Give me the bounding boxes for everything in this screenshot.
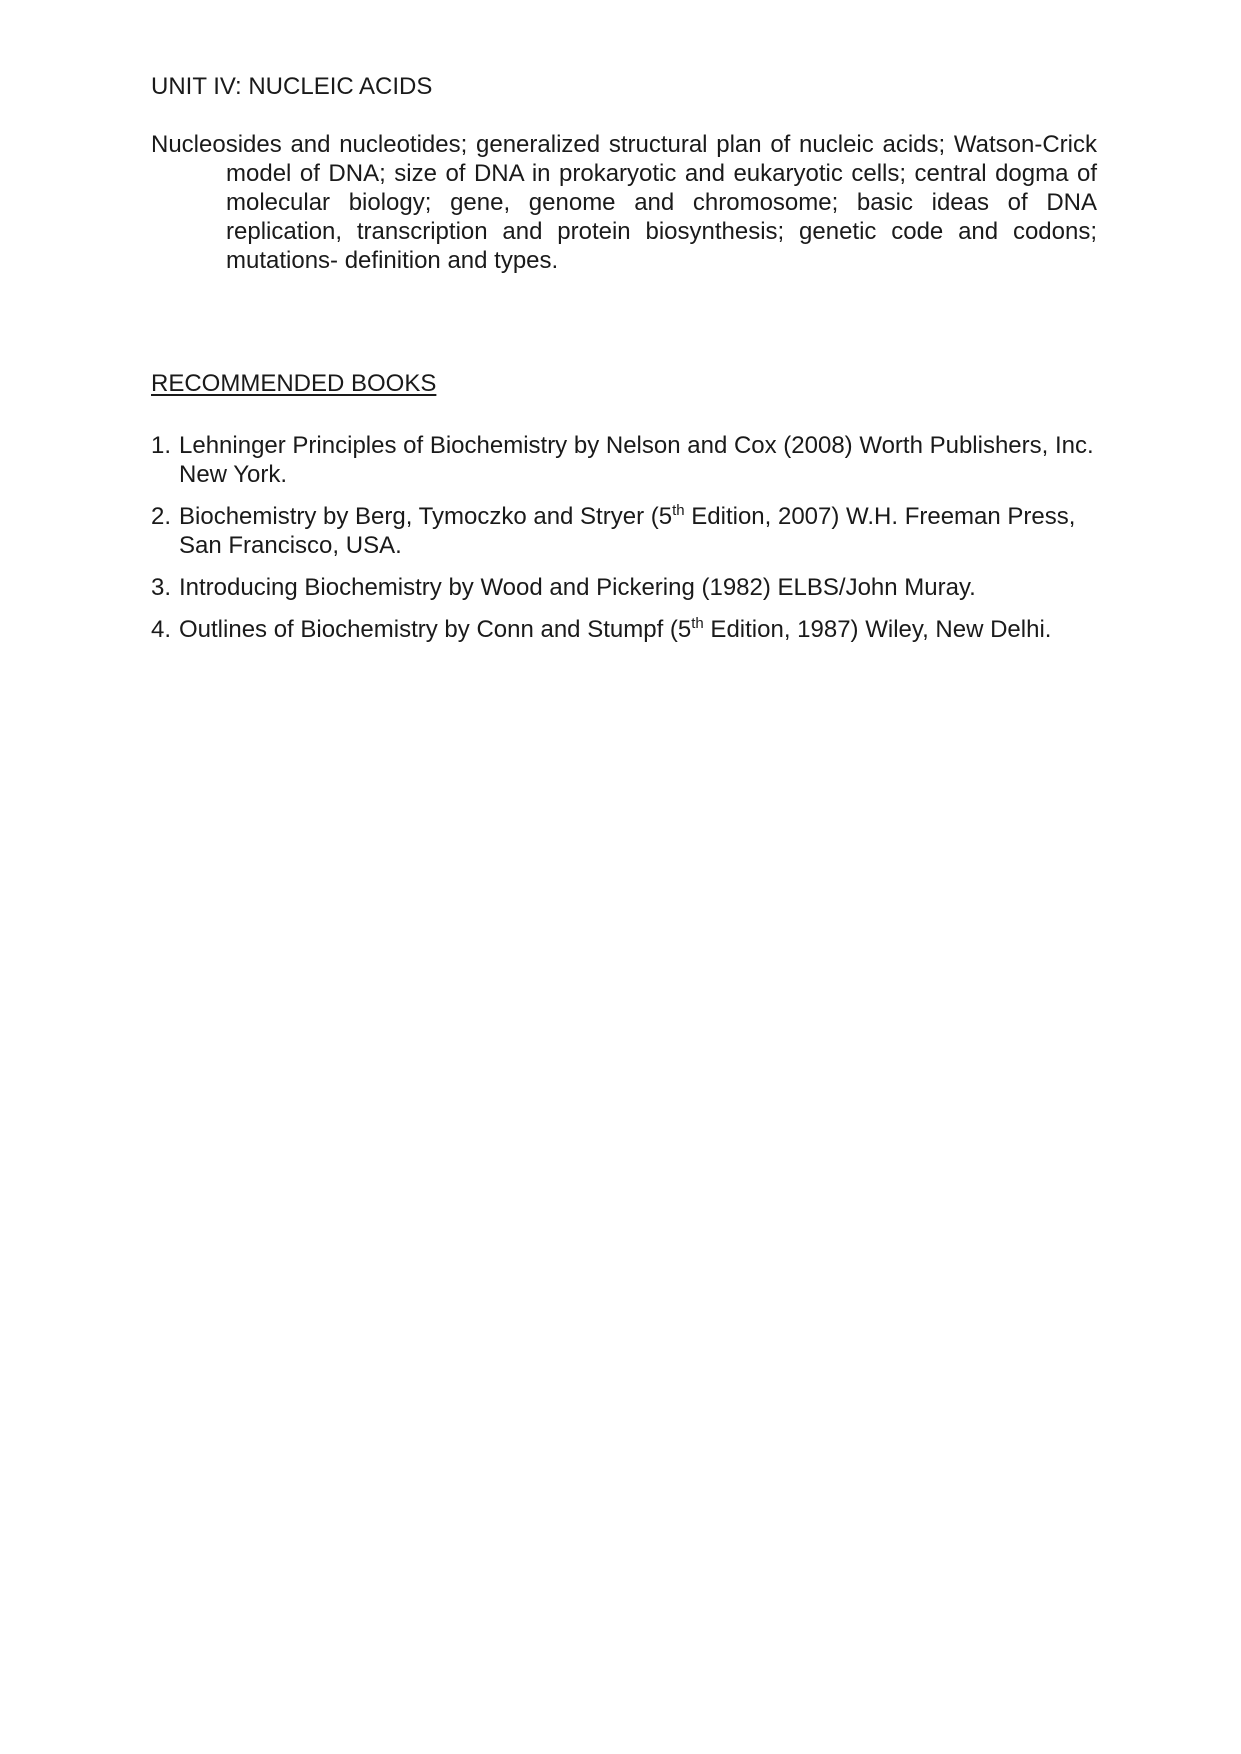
book-item-2 (151, 502, 1097, 560)
book-text-before: Biochemistry by Berg, Tymoczko and Stryer (5 (179, 503, 673, 530)
page-content (151, 72, 1097, 657)
book-edition-superscript: th (691, 615, 704, 632)
book-text-after: Edition, 1987) Wiley, New Delhi. (703, 616, 1052, 643)
unit-title: UNIT IV: NUCLEIC ACIDS (151, 73, 433, 100)
book-text: Lehninger Principles of Biochemistry by Nelson and Cox (2008) Worth Publishers, Inc. New York. (179, 432, 1094, 488)
book-edition-superscript: th (672, 502, 685, 519)
book-number: 1. (151, 432, 172, 459)
book-number: 4. (151, 616, 172, 643)
book-text: Introducing Biochemistry by Wood and Pickering (1982) ELBS/John Muray. (179, 574, 976, 601)
book-number: 3. (151, 574, 172, 601)
recommended-books-list (151, 431, 1097, 644)
book-item-4 (151, 615, 1097, 644)
book-number: 2. (151, 503, 172, 530)
recommended-books-heading: RECOMMENDED BOOKS (151, 370, 437, 397)
book-item-3 (151, 573, 1097, 602)
book-text-after: Edition, 2007) W.H. Freeman Press, San Francisco, USA. (179, 503, 1076, 559)
unit-syllabus-text: Nucleosides and nucleotides; generalized structural plan of nucleic acids; Watson-Crick model of DNA; size of DNA in prokaryotic and eukaryotic cells; central dogma of molecular biology; gene, genome and chromosome; basic ideas of DNA replication, transcription and protein biosynthesis; genetic code and codons; mutations- definition and types. (151, 131, 1097, 274)
book-text-before: Outlines of Biochemistry by Conn and Stumpf (5 (179, 616, 692, 643)
book-item-1 (151, 431, 1097, 489)
